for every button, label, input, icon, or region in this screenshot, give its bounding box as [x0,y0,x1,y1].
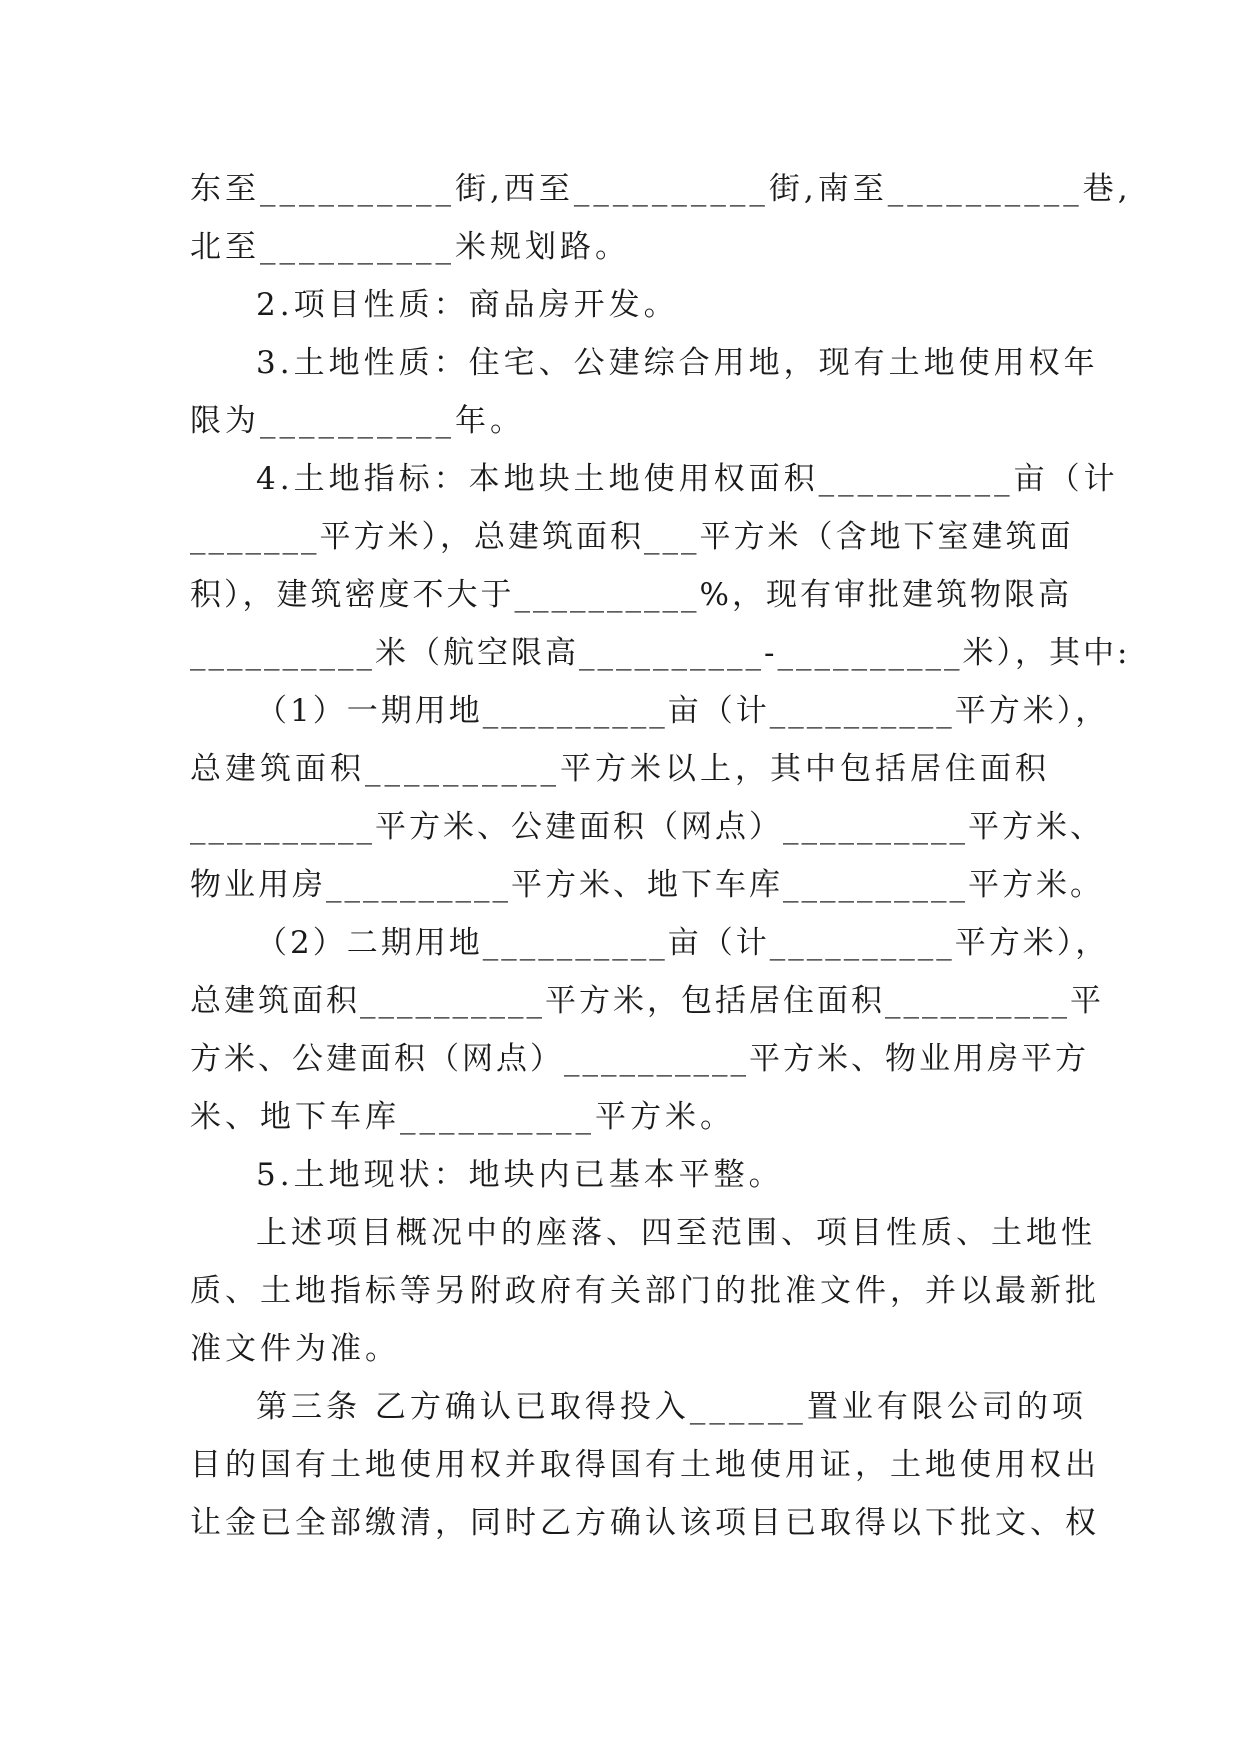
text-line: 质、土地指标等另附政府有关部门的批准文件，并以最新批 [190,1273,1100,1309]
text-line: 物业用房__________平方米、地下车库__________平方米。 [190,867,1104,903]
text-line: _______平方米），总建筑面积___平方米（含地下室建筑面 [190,519,1074,555]
text-line: 目的国有土地使用权并取得国有土地使用证，土地使用权出 [190,1447,1100,1483]
text-line: __________米（航空限高__________-__________米），其中: [190,635,1131,671]
text-line: 米、地下车库__________平方米。 [190,1099,735,1135]
text-line: 2.项目性质：商品房开发。 [256,287,679,323]
text-line: 3.土地性质：住宅、公建综合用地，现有土地使用权年 [256,345,1099,381]
text-line: 第三条 乙方确认已取得投入______置业有限公司的项 [256,1389,1087,1425]
text-line: 东至__________街,西至__________街,南至__________巷, [190,171,1132,207]
text-line: 上述项目概况中的座落、四至范围、项目性质、土地性 [256,1215,1096,1251]
text-line: 总建筑面积__________平方米，包括居住面积__________平 [190,983,1104,1019]
text-line: 总建筑面积__________平方米以上，其中包括居住面积 [190,751,1050,787]
text-line: （2）二期用地__________亩（计__________平方米）， [256,925,1110,961]
contract-text [190,160,1132,1552]
text-line: 限为__________年。 [190,403,525,439]
text-line: 积），建筑密度不大于__________%，现有审批建筑物限高 [190,577,1072,613]
text-line: 5.土地现状：地块内已基本平整。 [256,1157,784,1193]
text-line: 北至__________米规划路。 [190,229,630,265]
text-line: 方米、公建面积（网点）__________平方米、物业用房平方 [190,1041,1089,1077]
text-line: 让金已全部缴清，同时乙方确认该项目已取得以下批文、权 [190,1505,1100,1541]
text-line: （1）一期用地__________亩（计__________平方米）， [256,693,1110,729]
text-line: 准文件为准。 [190,1331,400,1367]
text-line: __________平方米、公建面积（网点）__________平方米、 [190,809,1104,845]
text-line: 4.土地指标：本地块土地使用权面积__________亩（计 [256,461,1119,497]
